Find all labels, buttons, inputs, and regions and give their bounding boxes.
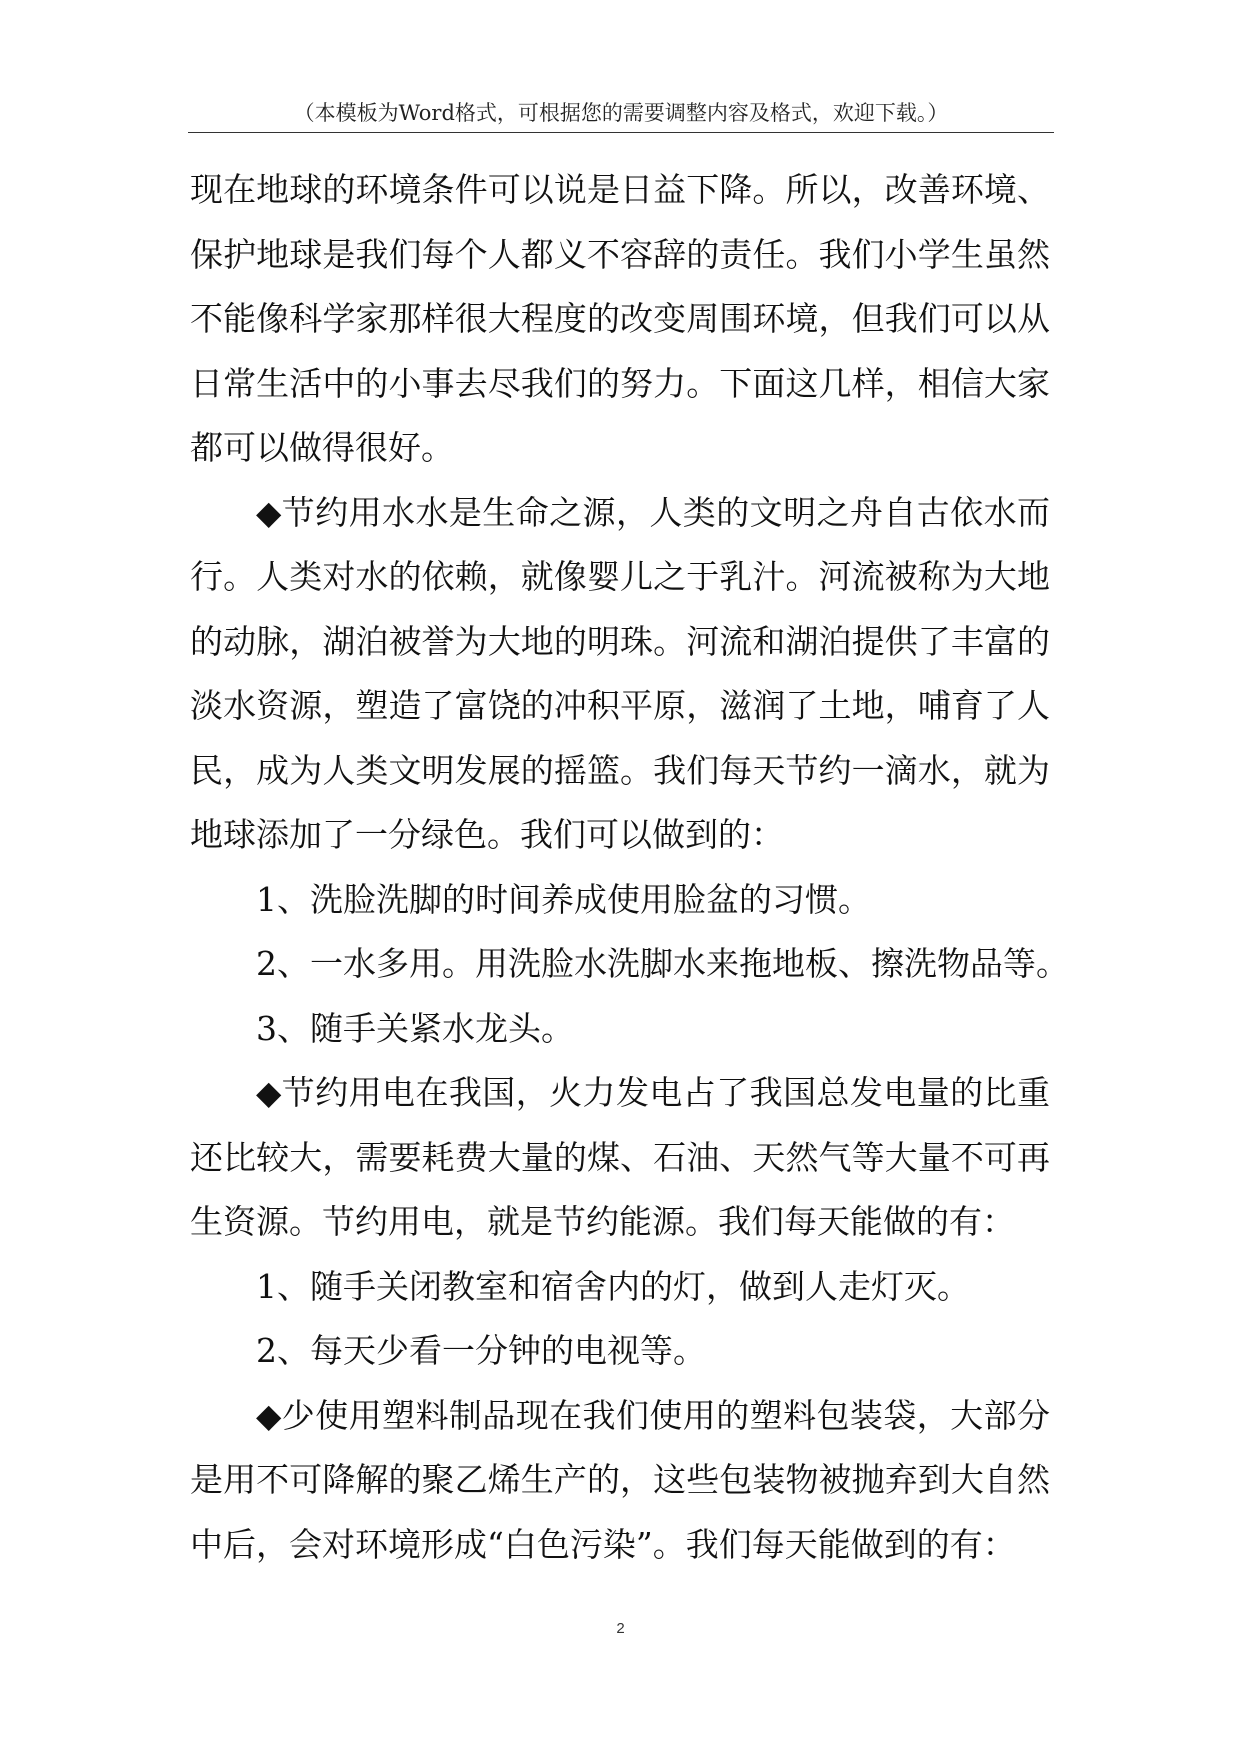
list-item-electricity-1: 1、随手关闭教室和宿舍内的灯，做到人走灯灭。 [256,1266,970,1306]
list-item-water-1: 1、洗脸洗脚的时间养成使用脸盆的习惯。 [256,879,871,919]
list-item-electricity-2: 2、每天少看一分钟的电视等。 [256,1331,706,1370]
document-body [190,158,1069,1577]
paragraph-save-electricity: ◆节约用电在我国，火力发电占了我国总发电量的比重还比较大，需要耗费大量的煤、石油、天然气等大量不可再生资源。节约用电，就是节约能源。我们每天能做的有： [190,1073,1050,1241]
paragraph-less-plastic: ◆少使用塑料制品现在我们使用的塑料包装袋，大部分是用不可降解的聚乙烯生产的，这些包装物被抛弃到大自然中后，会对环境形成“白色污染”。我们每天能做到的有： [190,1395,1050,1564]
page-header-note: （本模板为Word格式，可根据您的需要调整内容及格式，欢迎下载。） [293,101,949,125]
paragraph-save-water: ◆节约用水水是生命之源，人类的文明之舟自古依水而行。人类对水的依赖，就像婴儿之于乳汁。河流被称为大地的动脉，湖泊被誉为大地的明珠。河流和湖泊提供了丰富的淡水资源，塑造了富饶的冲积平原，滋润了土地，哺育了人民，成为人类文明发展的摇篮。我们每天节约一滴水，就为地球添加了一分绿色。我们可以做到的： [190,492,1050,854]
header-divider [188,132,1054,133]
paragraph-intro: 现在地球的环境条件可以说是日益下降。所以，改善环境、保护地球是我们每个人都义不容辞的责任。我们小学生虽然不能像科学家那样很大程度的改变周围环境，但我们可以从日常生活中的小事去尽我们的努力。下面这几样，相信大家都可以做得很好。 [190,170,1050,467]
list-item-water-3: 3、随手关紧水龙头。 [256,1008,574,1048]
list-item-water-2: 2、一水多用。用洗脸水洗脚水来拖地板、擦洗物品等。 [256,944,1069,983]
page-number: 2 [616,1620,625,1637]
